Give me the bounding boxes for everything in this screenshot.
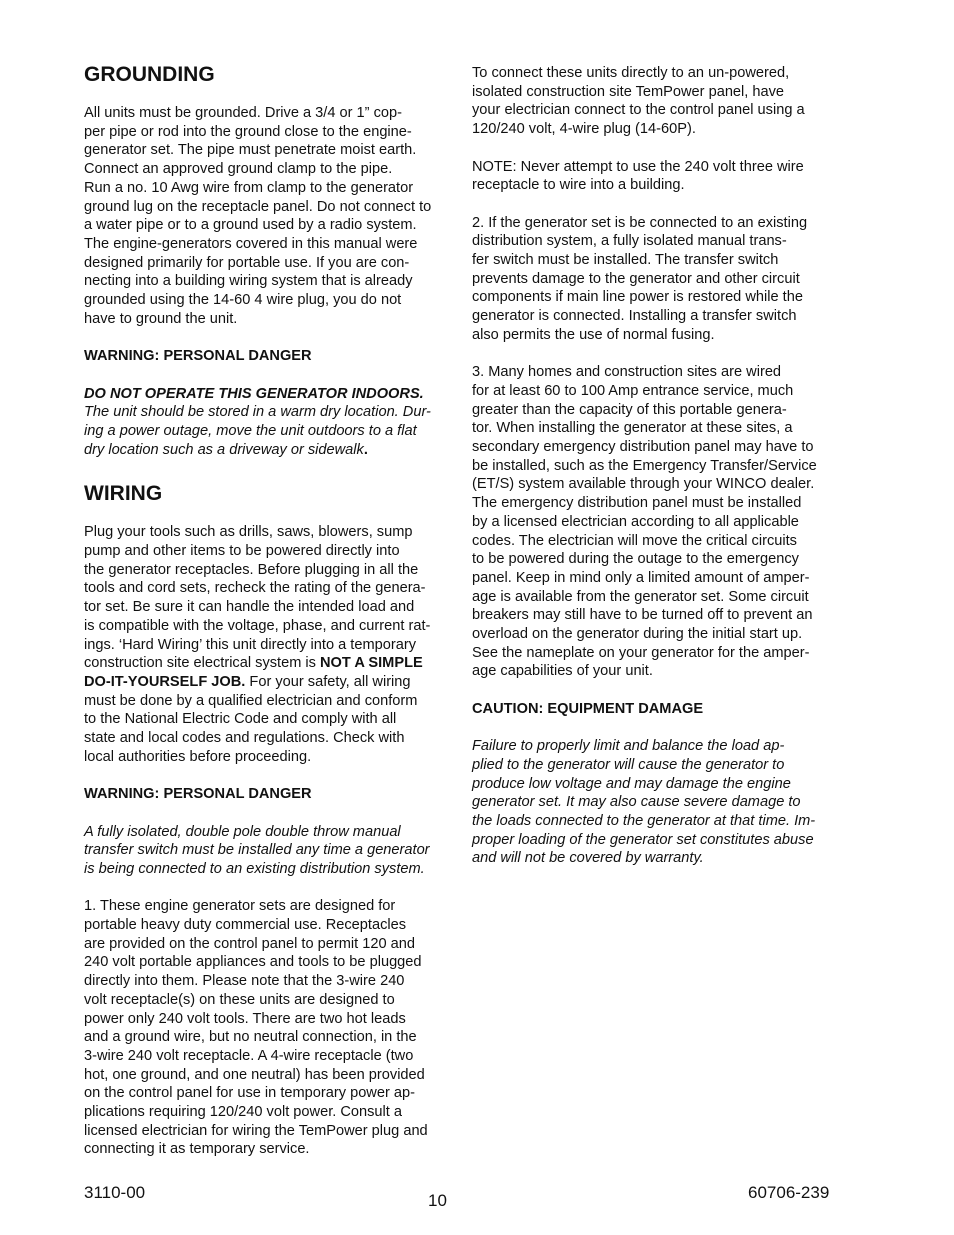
grounding-heading: GROUNDING bbox=[84, 63, 215, 86]
page-number: 10 bbox=[428, 1191, 447, 1210]
left-column bbox=[84, 62, 456, 1159]
item-1-paragraph: 1. These engine generator sets are designed for portable heavy duty commercial use. Receptacles are provided on the control panel to permit 120 and 240 volt portable appliances and tools to be plugged directly into them. Please note that the 3-wire 240 volt receptacle(s) on these units are designed to power only 240 volt tools. There are two hot leads and a ground wire, but no neutral connection, in the 3-wire 240 volt receptacle. A 4-wire receptacle (two hot, one ground, and one neutral) has been provided on the control panel for use in temporary power ap- plications requiring 120/240 volt power. Consult a licensed electrician for wiring the TemPower plug and connecting it as temporary service. bbox=[84, 898, 428, 1158]
caution-paragraph: Failure to properly limit and balance the load ap- plied to the generator will cause the generator to produce low voltage and may damage the engine generator set. It may also cause severe damage to the loads connected to the generator at that time. Im- proper loading of the generator set constitutes abuse and will not be covered by warranty. bbox=[472, 738, 816, 867]
warning-bold-text: DO NOT OPERATE THIS GENERATOR INDOORS. bbox=[84, 385, 424, 402]
right-column bbox=[472, 64, 844, 868]
warning-italic-text: The unit should be stored in a warm dry location. Dur- ing a power outage, move the unit outdoors to a flat dry location such as a driveway or sidewalk bbox=[84, 404, 431, 458]
caution-label: CAUTION: EQUIPMENT DAMAGE bbox=[472, 700, 704, 717]
grounding-paragraph: All units must be grounded. Drive a 3/4 or 1” cop- per pipe or rod into the ground close to the engine- generator set. The pipe must penetrate moist earth. Connect an approved ground clamp to the pipe. Run a no. 10 Awg wire from clamp to the generator ground lug on the receptacle panel. Do not connect to a water pipe or to a ground used by a radio system. The engine-generators covered in this manual were designed primarily for portable use. If you are con- necting into a building wiring system that is already grounded using the 14-60 4 wire plug, you do not have to ground the unit. bbox=[84, 105, 432, 327]
footer-left-code: 3110-00 bbox=[84, 1183, 146, 1202]
footer-right-code: 60706-239 bbox=[748, 1183, 830, 1202]
warning-label-2: WARNING: PERSONAL DANGER bbox=[84, 786, 312, 803]
warning-end: . bbox=[363, 441, 368, 458]
warning-block-1 bbox=[84, 385, 456, 460]
connect-paragraph: To connect these units directly to an un-powered, isolated construction site TemPower panel, have your electrician connect to the control panel using a 120/240 volt, 4-wire plug (14-60P). bbox=[472, 65, 805, 138]
item-2-paragraph: 2. If the generator set is be connected to an existing distribution system, a fully isolated manual trans- fer switch must be installed. The transfer switch prevents damage to the generator and other circuit components if main line power is restored while the generator is connected. Installing a transfer switch also permits the use of normal fusing. bbox=[472, 214, 808, 343]
wiring-paragraph bbox=[84, 523, 456, 766]
warning-paragraph-2: A fully isolated, double pole double throw manual transfer switch must be installed any time a generator is being connected to an existing distribution system. bbox=[84, 823, 430, 877]
wiring-text-b: For your safety, all wiring must be done by a qualified electrician and conform to the National Electric Code and comply with all state and local codes and regulations. Check with local authorities before proceeding. bbox=[84, 673, 418, 765]
wiring-bold: NOT A SIMPLE DO-IT-YOURSELF JOB. bbox=[84, 655, 423, 690]
item-3-paragraph: 3. Many homes and construction sites are wired for at least 60 to 100 Amp entrance service, much greater than the capacity of this portable genera- tor. When installing the generator at these sites, a secondary emergency distribution panel may have to be installed, such as the Emergency Transfer/Service (ET/S) system available through your WINCO dealer. The emergency distribution panel must be installed by a licensed electrician according to all applicable codes. The electrician will move the critical circuits to be powered during the outage to the emergency panel. Keep in mind only a limited amount of amper- age is available from the generator set. Some circuit breakers may still have to be turned off to prevent an overload on the generator during the initial start up. See the nameplate on your generator for the amper- age capabilities of your unit. bbox=[472, 364, 817, 680]
wiring-heading: WIRING bbox=[84, 482, 163, 506]
note-paragraph: NOTE: Never attempt to use the 240 volt three wire receptacle to wire into a building. bbox=[472, 158, 804, 194]
wiring-text-a: Plug your tools such as drills, saws, blowers, sump pump and other items to be powered directly into the generator receptacles. Before plugging in all the tools and cord sets, recheck the rating of the genera- tor set. Be sure it can handle the intended load and is compatible with the voltage, phase, and current rat- ings. ‘Hard Wiring’ this unit directly into a temporary construction site electrical system is bbox=[84, 524, 431, 672]
warning-label-1: WARNING: PERSONAL DANGER bbox=[84, 348, 312, 365]
